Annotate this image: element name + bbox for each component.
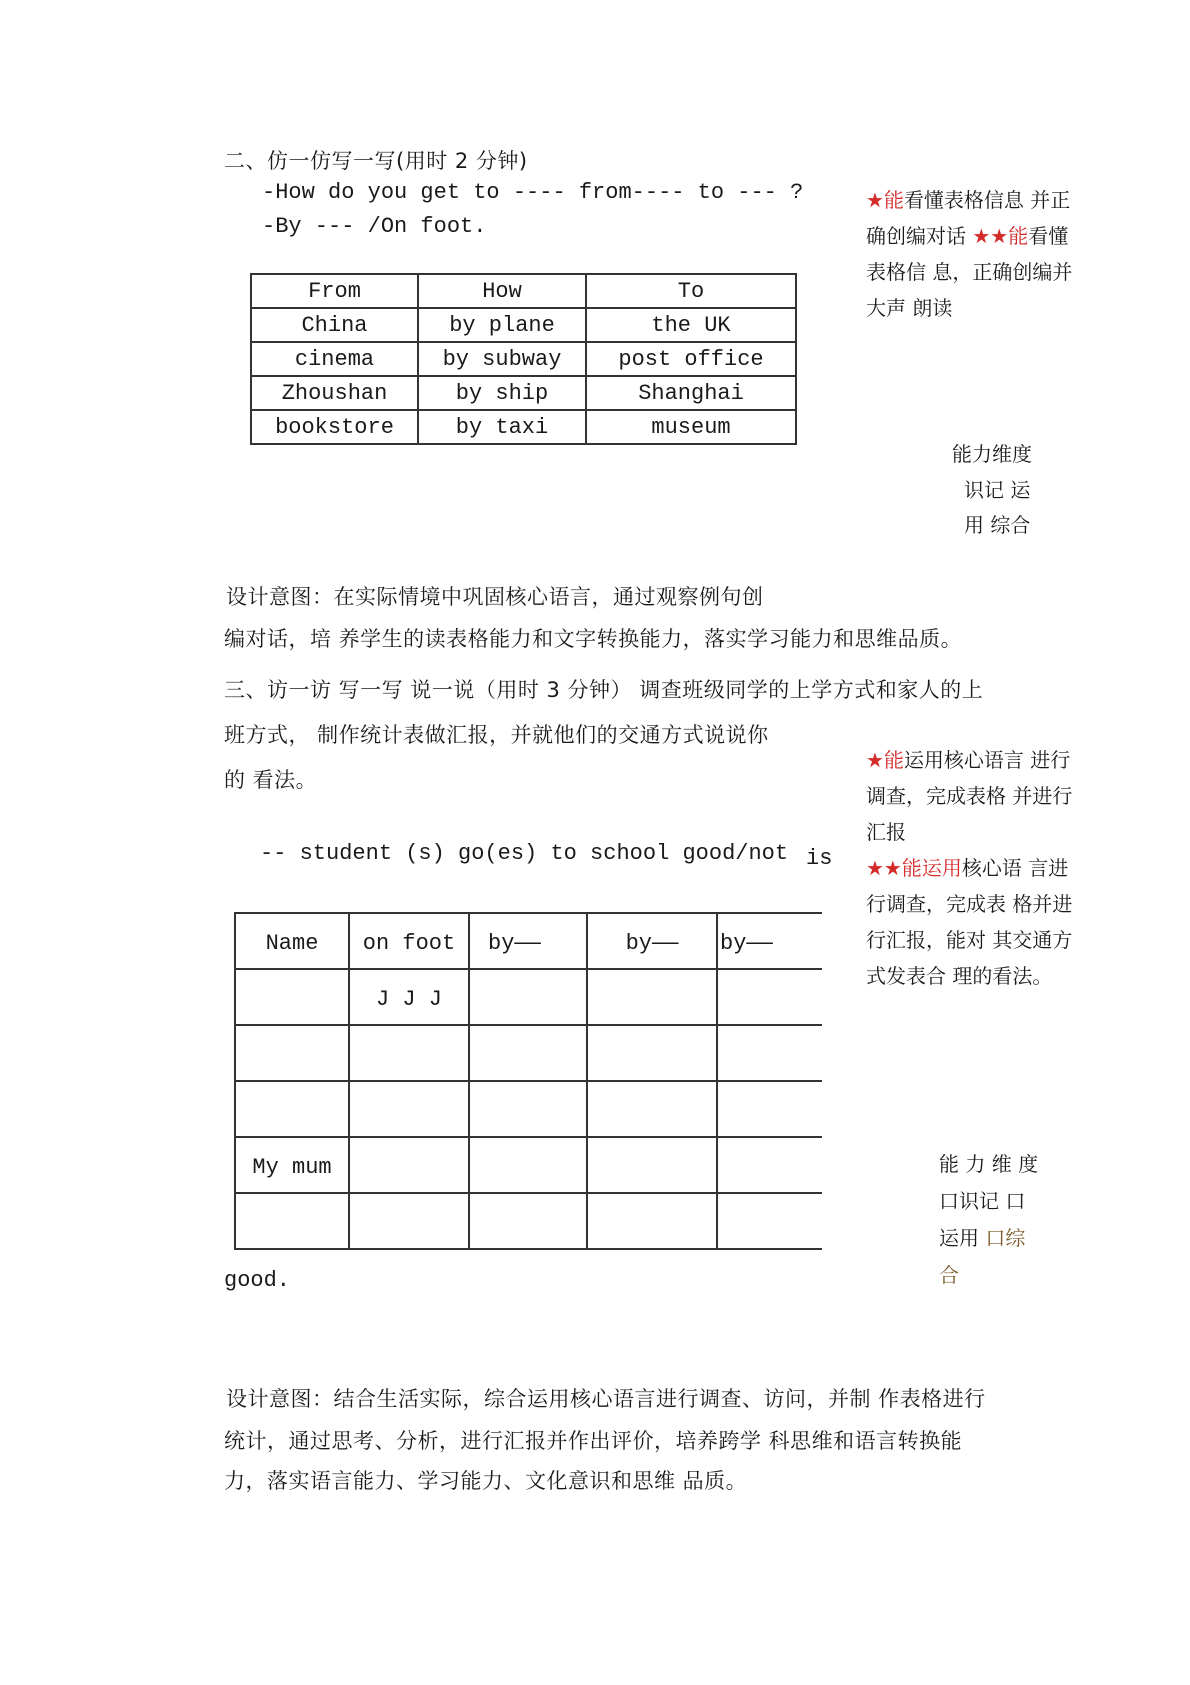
cell[interactable] (350, 1068, 468, 1080)
pattern-question: -How do you get to ---- from---- to --- ? (262, 180, 804, 205)
ability-option: 运用 (939, 1226, 986, 1250)
criteria-keyword: 能运用 (901, 856, 962, 880)
cell[interactable] (588, 1236, 716, 1248)
cell-how: by plane (418, 308, 586, 342)
cell[interactable] (588, 1012, 716, 1024)
ability-line: 用 综合 (964, 513, 1031, 537)
criteria-text: 核心语 言进行调查，完成表 格并进行汇报，能对 其交通方式发表合 理的看法。 (866, 856, 1073, 988)
cell-from: Zhoushan (251, 376, 418, 410)
cell[interactable] (470, 1180, 586, 1192)
cell[interactable] (588, 1068, 716, 1080)
cell[interactable] (470, 1124, 586, 1136)
criteria-text: 看懂表格信 息，正确创编并大声 朗读 (866, 224, 1073, 320)
double-star-icon: ★★ (972, 224, 1009, 248)
criteria-text: 看懂表格信息 并正确创编对话 (866, 188, 1071, 248)
ability-option-highlight: 口综 (985, 1226, 1026, 1250)
table-row (251, 376, 796, 410)
cell-name[interactable] (236, 1124, 348, 1136)
header-by: by—— (720, 931, 773, 956)
cell-to: post office (586, 342, 796, 376)
table-row (251, 342, 796, 376)
section3-title-cont: 班方式， 制作统计表做汇报，并就他们的交通方式说说你 (224, 723, 769, 747)
criteria-keyword: 能 (1008, 224, 1029, 248)
cell[interactable] (718, 1124, 822, 1136)
cell[interactable] (470, 1068, 586, 1080)
cell-to: Shanghai (586, 376, 796, 410)
ability-line: 识记 运 (964, 478, 1031, 502)
cell[interactable] (718, 1012, 822, 1024)
section3-title: 三、访一访 写一写 说一说（用时 3 分钟） 调查班级同学的上学方式和家人的上 (224, 678, 984, 702)
cell-to: museum (586, 410, 796, 444)
header-by: by—— (625, 931, 679, 956)
table-row (235, 1025, 822, 1081)
cell[interactable] (718, 1180, 822, 1192)
cell-name[interactable] (236, 1012, 348, 1024)
header-to: To (586, 274, 796, 308)
design-intent-2-cont: 力，落实语言能力、学习能力、文化意识和思维 品质。 (224, 1469, 748, 1493)
header-on-foot: on foot (362, 931, 456, 956)
survey-sentence: -- student (s) go(es) to school good/not (260, 841, 789, 866)
table-row (251, 410, 796, 444)
survey-sentence-end: good. (224, 1268, 291, 1293)
table-row (235, 1081, 822, 1137)
criteria-keyword: 能 (883, 748, 904, 772)
table-header-row (235, 913, 822, 969)
design-intent-2: 设计意图：结合生活实际，综合运用核心语言进行调查、访问，并制 作表格进行 (226, 1387, 986, 1411)
design-intent-2-cont: 统计，通过思考、分析，进行汇报并作出评价，培养跨学 科思维和语言转换能 (224, 1429, 963, 1453)
ability-line (939, 1220, 1025, 1256)
cell-to: the UK (586, 308, 796, 342)
cell[interactable] (470, 1236, 586, 1248)
cell-name[interactable] (236, 1068, 348, 1080)
table-row (235, 1193, 822, 1249)
section2-criteria (866, 182, 1081, 326)
table-row (235, 1137, 822, 1193)
cell[interactable] (588, 1180, 716, 1192)
pattern-answer: -By --- /On foot. (262, 214, 487, 239)
cell-name[interactable]: My mum (252, 1155, 332, 1180)
section3-criteria (866, 742, 1086, 994)
section2-title: 二、仿一仿写一写(用时 2 分钟) (224, 149, 528, 173)
survey-table (234, 912, 822, 1250)
design-intent-1-cont: 编对话，培 养学生的读表格能力和文字转换能力，落实学习能力和思维品质。 (224, 627, 963, 651)
star-icon: ★ (866, 748, 884, 772)
ability-line: 合 (939, 1263, 959, 1287)
cell[interactable] (350, 1236, 468, 1248)
ability-line: 口识记 口 (939, 1189, 1026, 1213)
cell[interactable] (470, 1012, 586, 1024)
cell-tally[interactable]: J J J (375, 987, 442, 1012)
cell[interactable] (350, 1124, 468, 1136)
route-table (250, 273, 797, 445)
table-header-row (251, 274, 796, 308)
cell[interactable] (350, 1180, 468, 1192)
table-row (235, 969, 822, 1025)
cell[interactable] (718, 1236, 822, 1248)
ability-title: 能力维度 (952, 442, 1032, 466)
header-by: by—— (488, 931, 541, 956)
double-star-icon: ★★ (866, 856, 902, 880)
table-row (251, 308, 796, 342)
cell[interactable] (588, 1124, 716, 1136)
cell-how: by subway (418, 342, 586, 376)
criteria-text: 运用核心语言 进行调查，完成表格 并进行汇报 (866, 748, 1073, 844)
cell-how: by taxi (418, 410, 586, 444)
design-intent-1: 设计意图：在实际情境中巩固核心语言，通过观察例句创 (226, 585, 764, 609)
cell-from: China (251, 308, 418, 342)
cell-from: bookstore (251, 410, 418, 444)
cell-name[interactable] (236, 1236, 348, 1248)
star-icon: ★ (866, 188, 884, 212)
cell-how: by ship (418, 376, 586, 410)
header-from: From (251, 274, 418, 308)
header-name: Name (265, 931, 319, 956)
cell-from: cinema (251, 342, 418, 376)
cell[interactable] (718, 1068, 822, 1080)
criteria-keyword: 能 (883, 188, 904, 212)
ability-title: 能 力 维 度 (939, 1152, 1039, 1176)
section3-title-cont: 的 看法。 (224, 768, 318, 792)
header-how: How (418, 274, 586, 308)
survey-sentence-is: is (806, 846, 833, 871)
